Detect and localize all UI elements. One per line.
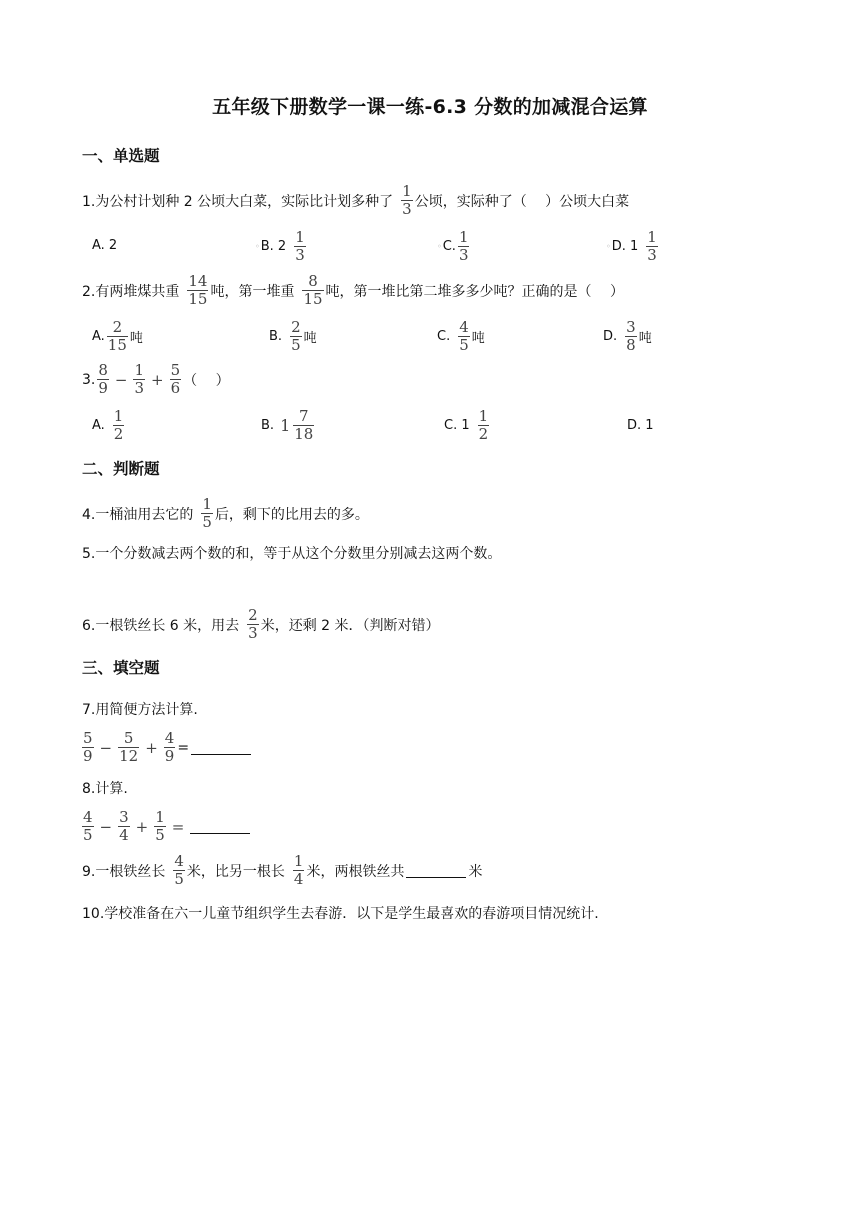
question-2-text-start: 2.有两堆煤共重	[82, 283, 180, 300]
q3-option-b[interactable]: B. 1 $\frac{7}{18}$	[261, 407, 314, 443]
q1-option-d[interactable]: ◦ D. 1 $\frac{1}{3}$	[606, 228, 657, 264]
minus-sign: −	[99, 738, 113, 757]
q2-option-d-fraction: $\frac{3}{8}$	[626, 318, 636, 354]
question-10: 10.学校准备在六一儿童节组织学生去春游．以下是学生最喜欢的春游项目情况统计.	[82, 906, 599, 922]
plus-sign: +	[145, 738, 158, 757]
q2-option-c[interactable]: C. $\frac{4}{5}$ 吨	[437, 318, 485, 354]
question-8-fraction-1: $\frac{4}{5}$	[83, 808, 93, 844]
question-7-expression	[80, 731, 253, 764]
question-3-number: 3.	[82, 371, 96, 388]
q1-option-a[interactable]: A. 2	[92, 238, 118, 253]
section-heading-fill-in: 三、填空题	[82, 659, 160, 677]
q3-option-d[interactable]: D. 1	[627, 418, 654, 433]
plus-sign: +	[151, 370, 164, 389]
section-heading-single-choice: 一、单选题	[82, 147, 160, 165]
question-3-fraction-3: $\frac{5}{6}$	[170, 361, 181, 397]
question-3-fraction-1: $\frac{8}{9}$	[98, 361, 108, 397]
question-7-fraction-2: $\frac{5}{12}$	[119, 729, 139, 765]
equals-sign: =	[177, 739, 190, 756]
question-3-fraction-2: $\frac{1}{3}$	[134, 361, 145, 397]
q1-option-c[interactable]: ◦ C. $\frac{1}{3}$	[437, 228, 469, 264]
question-7-fraction-3: $\frac{4}{9}$	[164, 729, 175, 765]
question-1-fraction: $\frac{1}{3}$	[402, 182, 412, 218]
question-8-expression	[80, 810, 252, 843]
question-4-text-start: 4.一桶油用去它的	[82, 506, 194, 523]
q2-option-b[interactable]: B. $\frac{2}{5}$ 吨	[269, 318, 317, 354]
q2-option-d[interactable]: D. $\frac{3}{8}$ 吨	[603, 318, 652, 354]
minus-sign: −	[114, 370, 128, 389]
question-8-fraction-3: $\frac{1}{5}$	[155, 808, 165, 844]
q3-option-a-fraction: $\frac{1}{2}$	[113, 407, 124, 443]
plus-sign: +	[135, 817, 149, 836]
page-title: 五年级下册数学一课一练-6.3 分数的加减混合运算	[212, 96, 648, 118]
question-3-answer-paren: （ ）	[183, 372, 230, 389]
q1-option-b[interactable]: ◦ B. 2 $\frac{1}{3}$	[255, 228, 305, 264]
q1-option-d-fraction: $\frac{1}{3}$	[647, 228, 657, 264]
question-9-unit: 米	[468, 863, 483, 880]
question-9	[82, 854, 482, 887]
q3-option-c-fraction: $\frac{1}{2}$	[478, 407, 489, 443]
question-2-fraction-first: $\frac{8}{15}$	[303, 272, 323, 308]
question-9-fraction-1: $\frac{4}{5}$	[174, 852, 184, 888]
question-7-fraction-1: $\frac{5}{9}$	[83, 729, 93, 765]
question-8-answer-blank[interactable]	[190, 819, 250, 834]
question-2-text-middle: 吨，第一堆重	[210, 283, 295, 300]
question-9-text-end: 米，两根铁丝共	[306, 863, 405, 880]
question-1-text-start: 1.为公村计划种 2 公顷大白菜，实际比计划多种了	[82, 193, 394, 210]
question-1-text-end: 公顷，实际种了（ ）公顷大白菜	[414, 193, 630, 210]
question-9-text-start: 9.一根铁丝长	[82, 863, 166, 880]
question-9-text-middle: 米，比另一根长	[186, 863, 285, 880]
section-heading-true-false: 二、判断题	[82, 460, 160, 478]
question-8: 8.计算.	[82, 781, 128, 797]
question-7-answer-blank[interactable]	[191, 740, 251, 755]
q2-option-a-fraction: $\frac{2}{15}$	[107, 318, 127, 354]
question-5: 5.一个分数减去两个数的和，等于从这个分数里分别减去这两个数。	[82, 546, 502, 562]
question-6-fraction: $\frac{2}{3}$	[248, 606, 258, 642]
q3-option-c[interactable]: C. 1 $\frac{1}{2}$	[444, 407, 489, 443]
q2-option-b-fraction: $\frac{2}{5}$	[291, 318, 301, 354]
question-6-text-end: 米，还剩 2 米．（判断对错）	[260, 617, 440, 634]
question-6	[82, 608, 440, 641]
q3-option-b-whole: 1	[280, 416, 291, 435]
question-6-text-start: 6.一根铁丝长 6 米，用去	[82, 617, 240, 634]
question-4-text-end: 后，剩下的比用去的多。	[214, 506, 369, 523]
question-2-text-end: 吨，第一堆比第二堆多多少吨？正确的是（ ）	[325, 283, 624, 300]
q3-option-a[interactable]: A. $\frac{1}{2}$	[92, 407, 124, 443]
question-8-fraction-2: $\frac{3}{4}$	[119, 808, 129, 844]
question-7: 7.用简便方法计算.	[82, 702, 198, 718]
minus-sign: −	[99, 817, 113, 836]
q1-option-c-fraction: $\frac{1}{3}$	[458, 228, 469, 264]
q2-option-c-fraction: $\frac{4}{5}$	[459, 318, 469, 354]
question-2	[82, 274, 624, 307]
question-1	[82, 184, 629, 217]
question-4-fraction: $\frac{1}{5}$	[202, 495, 212, 531]
question-3	[82, 363, 230, 396]
q3-option-b-fraction: $\frac{7}{18}$	[294, 407, 314, 443]
q2-option-a[interactable]: A. $\frac{2}{15}$ 吨	[92, 318, 143, 354]
equals-sign: =	[171, 817, 185, 836]
question-9-answer-blank[interactable]	[406, 863, 466, 878]
question-4	[82, 497, 369, 530]
question-9-fraction-2: $\frac{1}{4}$	[293, 852, 304, 888]
question-2-fraction-total: $\frac{14}{15}$	[188, 272, 208, 308]
q1-option-b-fraction: $\frac{1}{3}$	[295, 228, 305, 264]
